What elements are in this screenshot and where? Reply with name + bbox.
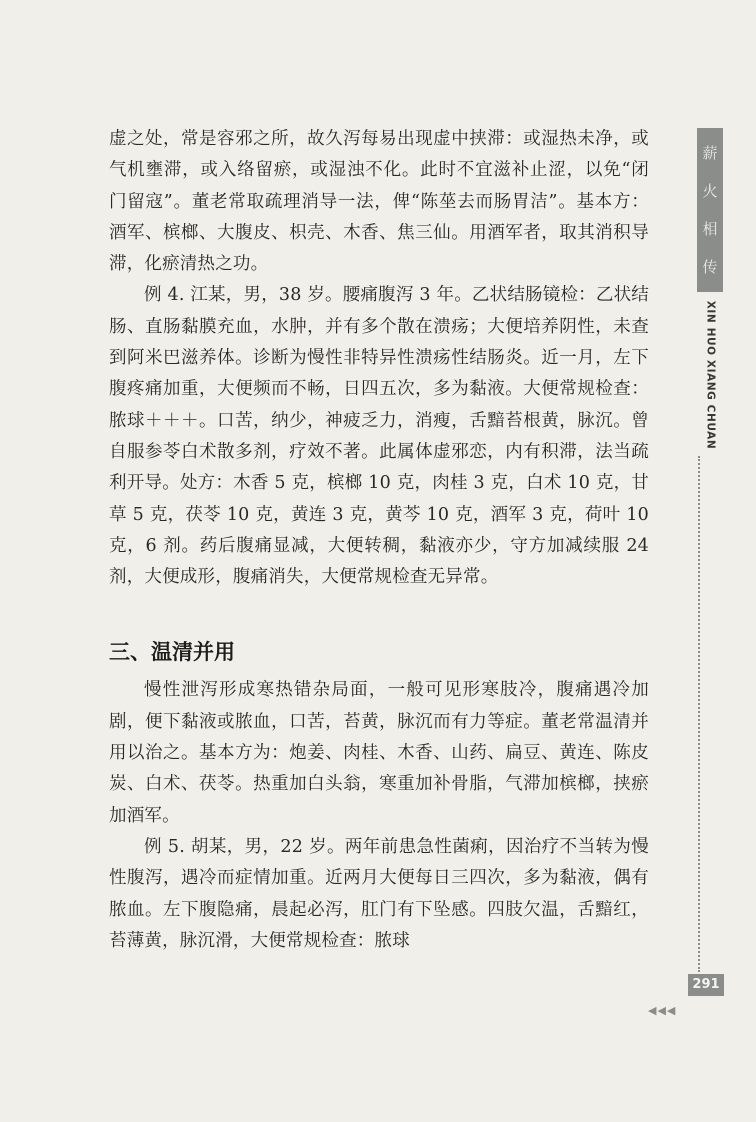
running-head-box [697,128,723,292]
section-heading: 三、温清并用 [109,640,235,665]
paragraph-method: 慢性泄泻形成寒热错杂局面，一般可见形寒肢冷，腹痛遇冷加剧，便下黏液或脓血，口苦，苔黄，脉沉而有力等症。董老常温清并用以治之。基本方为：炮姜、肉桂、木香、山药、扁豆、黄连、陈皮炭、白术、茯苓。热重加白头翁，寒重加补骨脂，气滞加槟榔，挟瘀加酒军。 [109,680,649,826]
page-number: 291 [688,974,724,996]
page-arrows-icon: ◀◀◀ [648,1004,677,1017]
running-head-char: 火 [702,181,718,200]
running-head-pinyin-text: XIN HUO XIANG CHUAN [704,300,717,450]
running-head-char: 传 [702,257,718,276]
margin-dotted-rule [698,456,700,972]
running-head-pinyin [697,300,723,450]
main-text [109,124,649,957]
paragraph-case-4: 例 4. 江某，男，38 岁。腰痛腹泻 3 年。乙状结肠镜检：乙状结肠、直肠黏膜充血，水肿，并有多个散在溃疡；大便培养阴性，未查到阿米巴滋养体。诊断为慢性非特异性溃疡性结肠炎。近一月，左下腹疼痛加重，大便频而不畅，日四五次，多为黏液。大便常规检查：脓球＋＋＋。口苦，纳少，神疲乏力，消瘦，舌黯苔根黄，脉沉。曾自服参苓白术散多剂，疗效不著。此属体虚邪恋，内有积滞，法当疏利开导。处方：木香 5 克，槟榔 10 克，肉桂 3 克，白术 10 克，甘草 5 克，茯苓 10 克，黄连 3 克，黄芩 10 克，酒军 3 克，荷叶 10 克，6 剂。药后腹痛显减，大便转稠，黏液亦少，守方加减续服 24 剂，大便成形，腹痛消失，大便常规检查无异常。 [109,285,649,588]
running-head-char: 薪 [702,143,718,162]
paragraph-continuation: 虚之处，常是容邪之所，故久泻每易出现虚中挟滞：或湿热未净，或气机壅滞，或入络留瘀，或湿浊不化。此时不宜滋补止涩，以免“闭门留寇”。董老常取疏理消导一法，俾“陈莝去而肠胃洁”。基本方：酒军、槟榔、大腹皮、枳壳、木香、焦三仙。用酒军者，取其消积导滞，化瘀清热之功。 [109,129,649,275]
running-head-title [697,128,723,292]
paragraph-case-5: 例 5. 胡某，男，22 岁。两年前患急性菌痢，因治疗不当转为慢性腹泻，遇冷而症情加重。近两月大便每日三四次，多为黏液，偶有脓血。左下腹隐痛，晨起必泻，肛门有下坠感。四肢欠温，舌黯红，苔薄黄，脉沉滑，大便常规检查：脓球 [109,836,649,951]
running-head-char: 相 [702,219,718,238]
